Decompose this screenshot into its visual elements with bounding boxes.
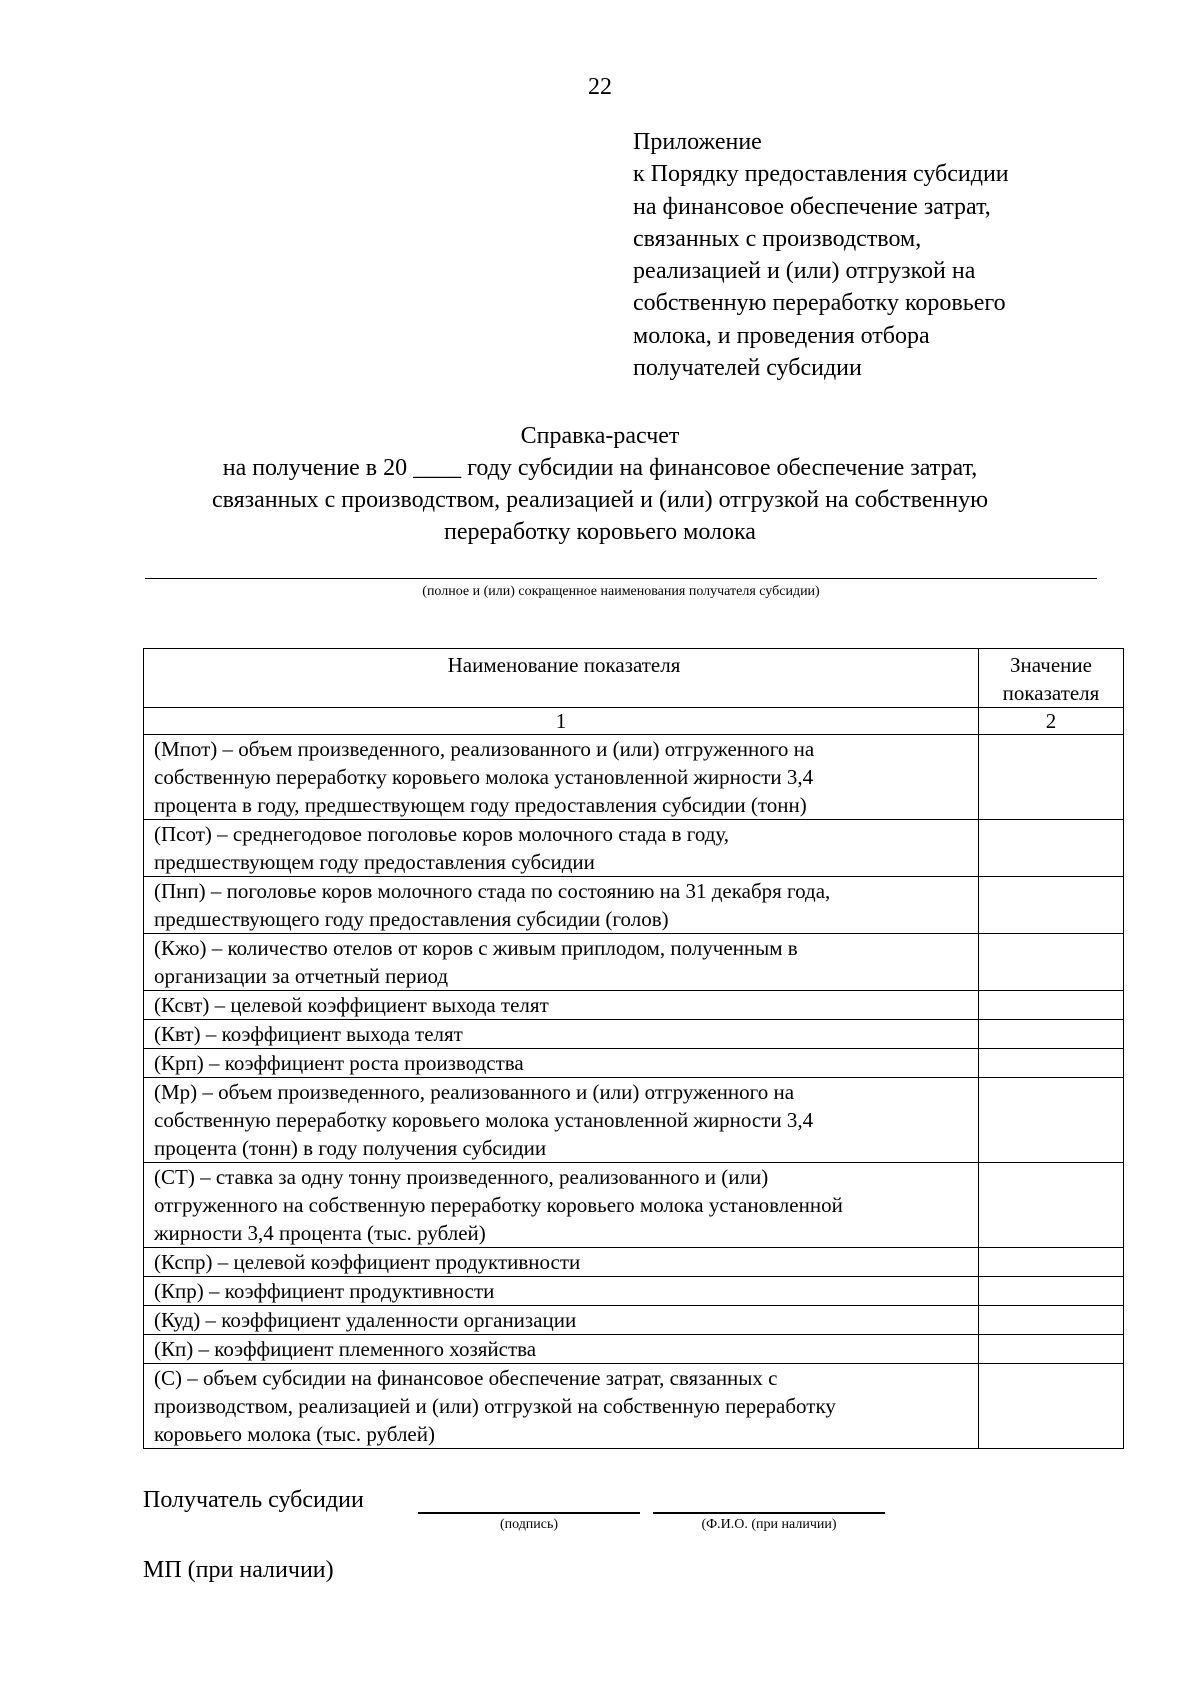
table-body xyxy=(144,735,1124,1449)
appendix-line: к Порядку предоставления субсидии xyxy=(633,161,1009,188)
title-line: на получение в 20 ____ году субсидии на финансовое обеспечение затрат, xyxy=(222,455,978,481)
page-number: 22 xyxy=(588,74,612,100)
indicator-name-line: собственную переработку коровьего молока установленной жирности 3,4 xyxy=(154,1108,814,1132)
indicator-value-cell[interactable] xyxy=(979,1078,1124,1163)
name-line xyxy=(653,1512,885,1514)
indicator-name-line: жирности 3,4 процента (тыс. рублей) xyxy=(154,1221,486,1245)
indicator-value-cell[interactable] xyxy=(979,877,1124,934)
indicator-value-cell[interactable] xyxy=(979,1163,1124,1248)
indicator-name-cell xyxy=(144,1248,979,1277)
column-number: 1 xyxy=(144,708,979,735)
table-row xyxy=(144,1306,1124,1335)
table-row xyxy=(144,1248,1124,1277)
stamp-label: МП (при наличии) xyxy=(143,1557,334,1583)
name-caption: (Ф.И.О. (при наличии) xyxy=(701,1517,837,1532)
table-row xyxy=(144,1049,1124,1078)
indicator-name-line: (Кпр) – коэффициент продуктивности xyxy=(154,1279,495,1303)
indicator-value-cell[interactable] xyxy=(979,934,1124,991)
appendix-line: получателей субсидии xyxy=(633,355,862,382)
table-row xyxy=(144,1163,1124,1248)
indicator-name-line: отгруженного на собственную переработку коровьего молока установленной xyxy=(154,1193,843,1217)
table-row xyxy=(144,820,1124,877)
indicator-value-cell[interactable] xyxy=(979,1335,1124,1364)
indicator-value-cell[interactable] xyxy=(979,1248,1124,1277)
appendix-block xyxy=(633,126,1173,384)
indicator-name-line: (Пнп) – поголовье коров молочного стада по состоянию на 31 декабря года, xyxy=(154,879,831,903)
indicator-name-line: (Ксвт) – целевой коэффициент выхода телят xyxy=(154,993,549,1017)
indicator-name-line: коровьего молока (тыс. рублей) xyxy=(154,1422,435,1446)
indicator-name-line: предшествующего году предоставления субсидии (голов) xyxy=(154,907,669,931)
indicator-value-cell[interactable] xyxy=(979,1049,1124,1078)
table-row xyxy=(144,1335,1124,1364)
indicator-name-cell xyxy=(144,1364,979,1449)
indicator-value-cell[interactable] xyxy=(979,1364,1124,1449)
indicator-value-cell[interactable] xyxy=(979,735,1124,820)
title-line: связанных с производством, реализацией и (или) отгрузкой на собственную xyxy=(211,487,989,513)
recipient-name-line xyxy=(145,578,1097,579)
indicator-name-line: (Куд) – коэффициент удаленности организации xyxy=(154,1308,577,1332)
indicator-name-cell xyxy=(144,1306,979,1335)
signature-block xyxy=(143,1484,1043,1554)
table-row xyxy=(144,1020,1124,1049)
indicator-name-line: (С) – объем субсидии на финансовое обеспечение затрат, связанных с xyxy=(154,1366,778,1390)
indicator-name-cell xyxy=(144,1163,979,1248)
appendix-line: Приложение xyxy=(633,129,762,155)
recipient-caption: (полное и (или) сокращенное наименования получателя субсидии) xyxy=(422,584,820,599)
appendix-line: связанных с производством, xyxy=(633,225,922,252)
indicator-name-cell xyxy=(144,934,979,991)
title-line: переработку коровьего молока xyxy=(444,519,756,545)
column-number-row xyxy=(144,708,1124,735)
indicator-name-line: (Крп) – коэффициент роста производства xyxy=(154,1051,524,1075)
indicator-name-line: (Квт) – коэффициент выхода телят xyxy=(154,1022,463,1046)
appendix-line: собственную переработку коровьего xyxy=(633,290,1006,317)
indicator-name-line: (Мр) – объем произведенного, реализованного и (или) отгруженного на xyxy=(154,1080,795,1104)
signature-caption: (подпись) xyxy=(499,1517,559,1532)
indicator-name-cell xyxy=(144,1335,979,1364)
signature-line xyxy=(418,1512,640,1514)
indicator-name-cell xyxy=(144,1020,979,1049)
indicator-name-cell xyxy=(144,991,979,1020)
indicator-value-cell[interactable] xyxy=(979,1020,1124,1049)
indicator-name-cell xyxy=(144,735,979,820)
indicator-value-cell[interactable] xyxy=(979,1306,1124,1335)
indicator-name-cell xyxy=(144,820,979,877)
appendix-line: реализацией и (или) отгрузкой на xyxy=(633,258,976,285)
table-row xyxy=(144,991,1124,1020)
indicator-name-cell xyxy=(144,1078,979,1163)
table-row xyxy=(144,877,1124,934)
indicator-name-line: (СТ) – ставка за одну тонну произведенного, реализованного и (или) xyxy=(154,1165,769,1189)
table-row xyxy=(144,1078,1124,1163)
indicators-table xyxy=(143,648,1124,1449)
table-row xyxy=(144,735,1124,820)
document-title xyxy=(0,420,1200,548)
table-header-row xyxy=(144,649,1124,708)
indicator-name-line: (Кп) – коэффициент племенного хозяйства xyxy=(154,1337,537,1361)
indicator-name-cell xyxy=(144,1277,979,1306)
indicator-name-cell xyxy=(144,1049,979,1078)
indicator-name-line: процента в году, предшествующем году предоставления субсидии (тонн) xyxy=(154,793,807,817)
indicator-name-line: (Мпот) – объем произведенного, реализованного и (или) отгруженного на xyxy=(154,737,815,761)
table-row xyxy=(144,1277,1124,1306)
indicator-name-line: процента (тонн) в году получения субсидии xyxy=(154,1136,547,1160)
signature-label: Получатель субсидии xyxy=(143,1487,364,1513)
indicator-name-cell xyxy=(144,877,979,934)
indicator-name-line: (Кспр) – целевой коэффициент продуктивности xyxy=(154,1250,581,1274)
table-row xyxy=(144,934,1124,991)
header-indicator-value: Значение показателя xyxy=(979,649,1124,708)
title-heading: Справка-расчет xyxy=(520,423,680,449)
header-indicator-name: Наименование показателя xyxy=(144,649,979,708)
appendix-line: молока, и проведения отбора xyxy=(633,322,930,349)
indicator-name-line: (Кжо) – количество отелов от коров с живым приплодом, полученным в xyxy=(154,936,798,960)
indicator-name-line: собственную переработку коровьего молока установленной жирности 3,4 xyxy=(154,765,814,789)
indicator-name-line: (Псот) – среднегодовое поголовье коров молочного стада в году, xyxy=(154,822,730,846)
indicator-name-line: производством, реализацией и (или) отгрузкой на собственную переработку xyxy=(154,1394,836,1418)
table-row xyxy=(144,1364,1124,1449)
appendix-line: на финансовое обеспечение затрат, xyxy=(633,193,991,220)
indicator-value-cell[interactable] xyxy=(979,991,1124,1020)
indicator-value-cell[interactable] xyxy=(979,820,1124,877)
indicator-name-line: предшествующем году предоставления субсидии xyxy=(154,850,595,874)
column-number: 2 xyxy=(979,708,1124,735)
indicator-name-line: организации за отчетный период xyxy=(154,964,449,988)
indicator-value-cell[interactable] xyxy=(979,1277,1124,1306)
